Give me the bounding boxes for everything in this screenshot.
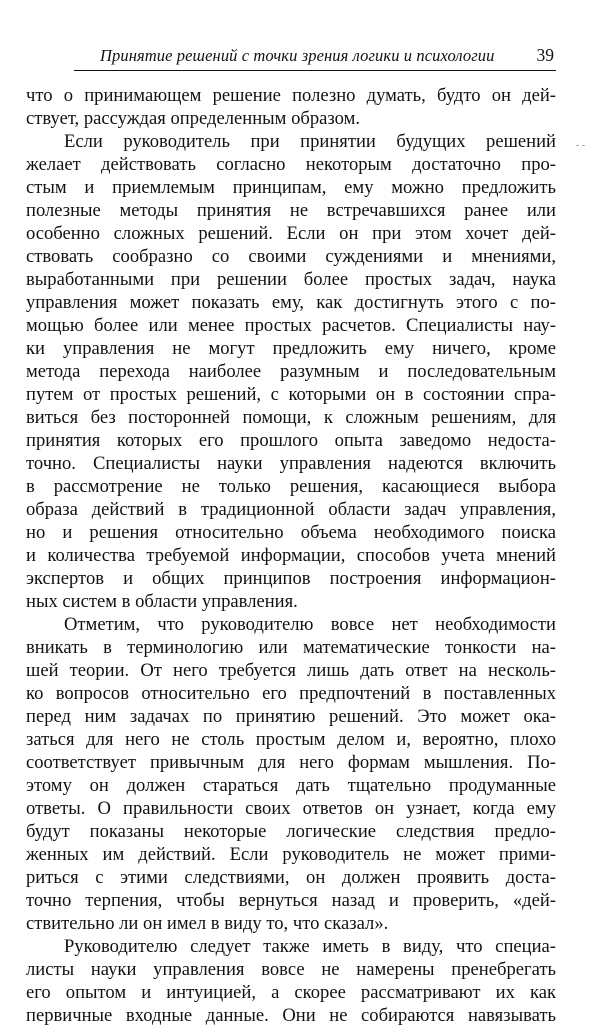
text-line: что о принимающем решение полезно думать, будто он дей- — [26, 85, 556, 106]
text-line: экспертов и общих принципов построения информацион- — [26, 568, 556, 589]
margin-mark: - - — [576, 140, 586, 151]
text-line: заться для него не столь простым делом и, вероятно, плохо — [26, 729, 556, 750]
text-line: принятия которых его прошлого опыта заведомо недоста- — [26, 430, 556, 451]
running-header — [74, 44, 556, 71]
text-line: ствительно ли он имел в виду то, что сказал». — [26, 913, 389, 934]
text-line: виться без посторонней помощи, к сложным решениям, для — [26, 407, 556, 428]
text-line: точно терпения, чтобы вернуться назад и проверить, «дей- — [26, 890, 556, 911]
text-line: ответы. О правильности своих ответов он узнает, когда ему — [26, 798, 556, 819]
text-line: точно. Специалисты науки управления надеются включить — [26, 453, 556, 474]
paragraph-first-line: Руководителю следует также иметь в виду, что специа- — [64, 936, 556, 957]
text-line: риться с этими следствиями, он должен проявить доста- — [26, 867, 556, 888]
text-line: соответствует привычным для него формам мышления. По- — [26, 752, 556, 773]
text-line: первичные входные данные. Они не собираются навязывать — [26, 1005, 556, 1026]
page-number: 39 — [536, 45, 554, 65]
text-line: путем от простых решений, с которыми он в состоянии спра- — [26, 384, 556, 405]
text-line: стым и приемлемым принципам, ему можно предложить — [26, 177, 556, 198]
paragraph-first-line: Если руководитель при принятии будущих решений — [64, 131, 556, 152]
text-line: вникать в терминологию или математические тонкости на- — [26, 637, 556, 658]
text-line: ствовать сообразно со своими суждениями и мнениями, — [26, 246, 556, 267]
text-line: метода перехода наиболее разумным и последовательным — [26, 361, 556, 382]
text-line: ных систем в области управления. — [26, 591, 298, 612]
body-text — [26, 84, 556, 1027]
running-title: Принятие решений с точки зрения логики и психологии — [100, 46, 495, 65]
paragraph-first-line: Отметим, что руководителю вовсе нет необходимости — [64, 614, 556, 635]
text-line: этому он должен стараться дать тщательно продуманные — [26, 775, 556, 796]
text-line: в рассмотрение не только решения, касающиеся выбора — [26, 476, 556, 497]
text-line: особенно сложных решений. Если он при этом хочет дей- — [26, 223, 556, 244]
text-line: ки управления не могут предложить ему ничего, кроме — [26, 338, 556, 359]
text-line: листы науки управления вовсе не намерены пренебрегать — [26, 959, 556, 980]
text-line: шей теории. От него требуется лишь дать ответ на несколь- — [26, 660, 556, 681]
text-line: его опытом и интуицией, а скорее рассматривают их как — [26, 982, 556, 1003]
text-line: женных им действий. Если руководитель не может прими- — [26, 844, 556, 865]
text-line: будут показаны некоторые логические следствия предло- — [26, 821, 556, 842]
text-line: мощью более или менее простых расчетов. Специалисты нау- — [26, 315, 556, 336]
text-line: полезные методы принятия не встречавшихся ранее или — [26, 200, 556, 221]
text-line: образа действий в традиционной области задач управления, — [26, 499, 556, 520]
text-line: желает действовать согласно некоторым достаточно про- — [26, 154, 556, 175]
text-line: выработанными при решении более простых задач, наука — [26, 269, 556, 290]
text-line: ствует, рассуждая определенным образом. — [26, 108, 360, 129]
text-line: и количества требуемой информации, способов учета мнений — [26, 545, 556, 566]
text-line: но и решения относительно объема необходимого поиска — [26, 522, 556, 543]
text-line: ко вопросов относительно его предпочтений в поставленных — [26, 683, 556, 704]
text-line: управления может показать ему, как достигнуть этого с по- — [26, 292, 556, 313]
text-line: перед ним задачах по принятию решений. Это может ока- — [26, 706, 556, 727]
